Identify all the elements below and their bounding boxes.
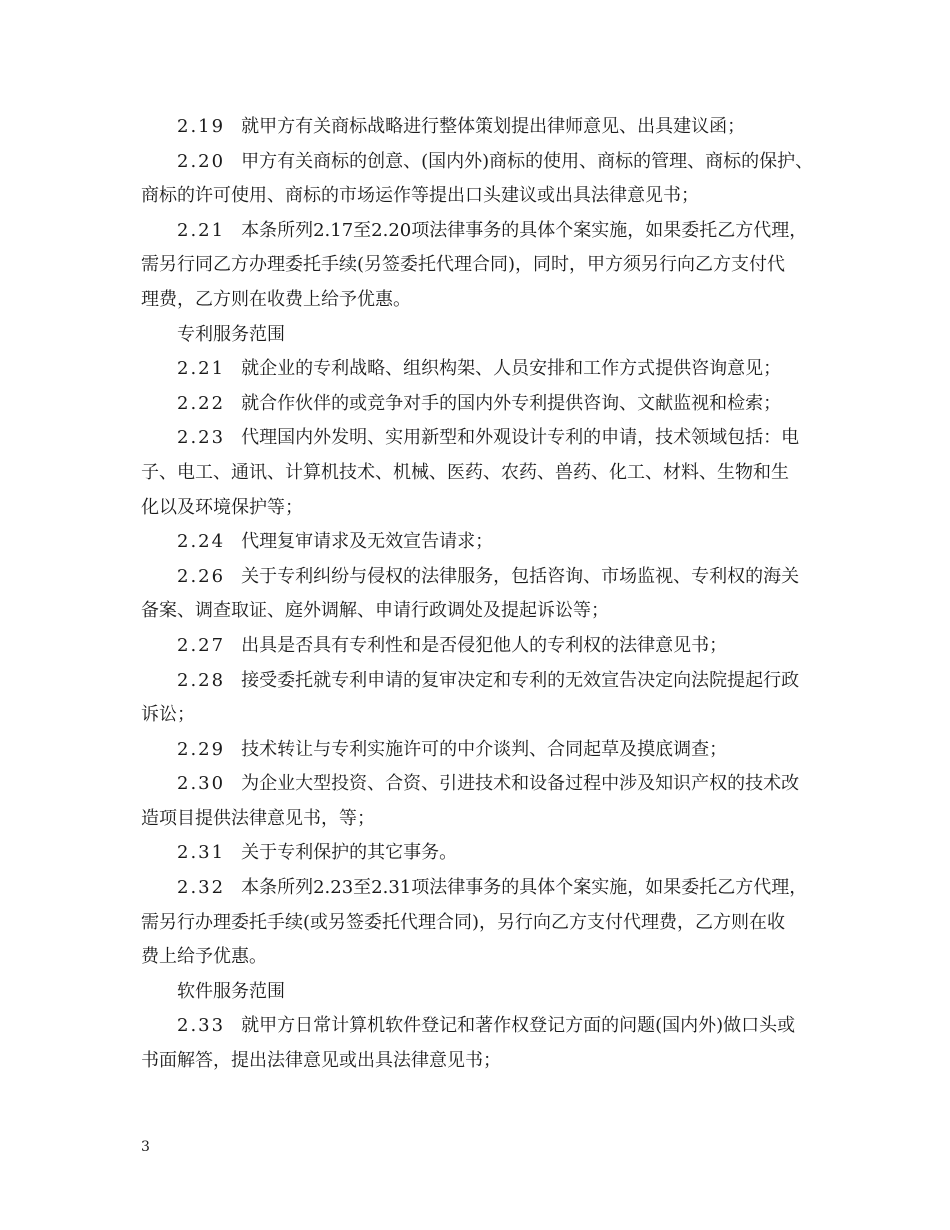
clause-number: 2.28: [177, 669, 226, 691]
clause-line: [141, 110, 821, 145]
clause-text: 关于专利纠纷与侵权的法律服务，包括咨询、市场监视、专利权的海关: [241, 565, 800, 587]
section-heading: 专利服务范围: [177, 323, 285, 345]
clause-line: [141, 836, 821, 871]
clause-text: 就企业的专利战略、组织构架、人员安排和工作方式提供咨询意见；: [241, 358, 782, 380]
continuation-line: 费上给予优惠。: [141, 946, 267, 968]
section-heading: 软件服务范围: [177, 980, 285, 1002]
clause-number: 2.29: [177, 738, 226, 760]
clause-number: 2.30: [177, 773, 226, 795]
clause-text: 就甲方日常计算机软件登记和著作权登记方面的问题(国内外)做口头或: [241, 1015, 796, 1037]
clause-text: 甲方有关商标的创意、(国内外)商标的使用、商标的管理、商标的保护、: [241, 150, 814, 172]
clause-line: [141, 352, 821, 387]
clause-number: 2.21: [177, 219, 226, 241]
document-body: [141, 110, 821, 1079]
clause-line: [141, 1009, 821, 1044]
clause-line: [141, 387, 821, 422]
clause-text: 本条所列2.17至2.20项法律事务的具体个案实施，如果委托乙方代理，: [241, 219, 808, 241]
continuation-line: 备案、调查取证、庭外调解、申请行政调处及提起诉讼等；: [141, 600, 609, 622]
clause-number: 2.21: [177, 358, 226, 380]
clause-line: [141, 629, 821, 664]
clause-line: [141, 525, 821, 560]
clause-number: 2.24: [177, 531, 226, 553]
clause-number: 2.20: [177, 150, 226, 172]
continuation-line: 书面解答，提出法律意见或出具法律意见书；: [141, 1050, 501, 1072]
clause-line: [141, 145, 821, 180]
clause-text: 就合作伙伴的或竞争对手的国内外专利提供咨询、文献监视和检索；: [241, 392, 782, 414]
clause-line: [141, 767, 821, 802]
clause-number: 2.23: [177, 427, 226, 449]
clause-line: [141, 560, 821, 595]
continuation-line: 诉讼；: [141, 704, 195, 726]
clause-line: [141, 871, 821, 906]
continuation-line: 造项目提供法律意见书，等；: [141, 807, 375, 829]
page-number: 3: [141, 1139, 150, 1155]
clause-text: 代理复审请求及无效宣告请求；: [241, 531, 494, 553]
clause-number: 2.33: [177, 1015, 226, 1037]
continuation-line: 需另行同乙方办理委托手续(另签委托代理合同)，同时，甲方须另行向乙方支付代: [141, 254, 786, 276]
clause-text: 为企业大型投资、合资、引进技术和设备过程中涉及知识产权的技术改: [241, 773, 800, 795]
clause-text: 本条所列2.23至2.31项法律事务的具体个案实施，如果委托乙方代理，: [241, 877, 808, 899]
clause-text: 关于专利保护的其它事务。: [241, 842, 458, 864]
clause-text: 就甲方有关商标战略进行整体策划提出律师意见、出具建议函；: [241, 116, 746, 137]
continuation-line: 子、电工、通讯、计算机技术、机械、医药、农药、兽药、化工、材料、生物和生: [141, 461, 789, 483]
continuation-line: 化以及环境保护等；: [141, 496, 303, 518]
clause-number: 2.19: [177, 116, 226, 137]
clause-text: 代理国内外发明、实用新型和外观设计专利的申请，技术领域包括：电: [241, 427, 800, 449]
clause-line: [141, 664, 821, 699]
clause-text: 出具是否具有专利性和是否侵犯他人的专利权的法律意见书；: [241, 634, 728, 656]
clause-line: [141, 421, 821, 456]
clause-line: [141, 214, 821, 249]
clause-number: 2.32: [177, 877, 226, 899]
clause-number: 2.26: [177, 565, 226, 587]
clause-number: 2.27: [177, 634, 226, 656]
clause-text: 接受委托就专利申请的复审决定和专利的无效宣告决定向法院提起行政: [241, 669, 800, 691]
continuation-line: 商标的许可使用、商标的市场运作等提出口头建议或出具法律意见书；: [141, 185, 699, 207]
continuation-line: 理费，乙方则在收费上给予优惠。: [141, 288, 411, 310]
clause-number: 2.31: [177, 842, 226, 864]
continuation-line: 需另行办理委托手续(或另签委托代理合同)，另行向乙方支付代理费，乙方则在收: [141, 911, 786, 933]
clause-number: 2.22: [177, 392, 226, 414]
clause-line: [141, 733, 821, 768]
clause-text: 技术转让与专利实施许可的中介谈判、合同起草及摸底调查；: [241, 738, 728, 760]
